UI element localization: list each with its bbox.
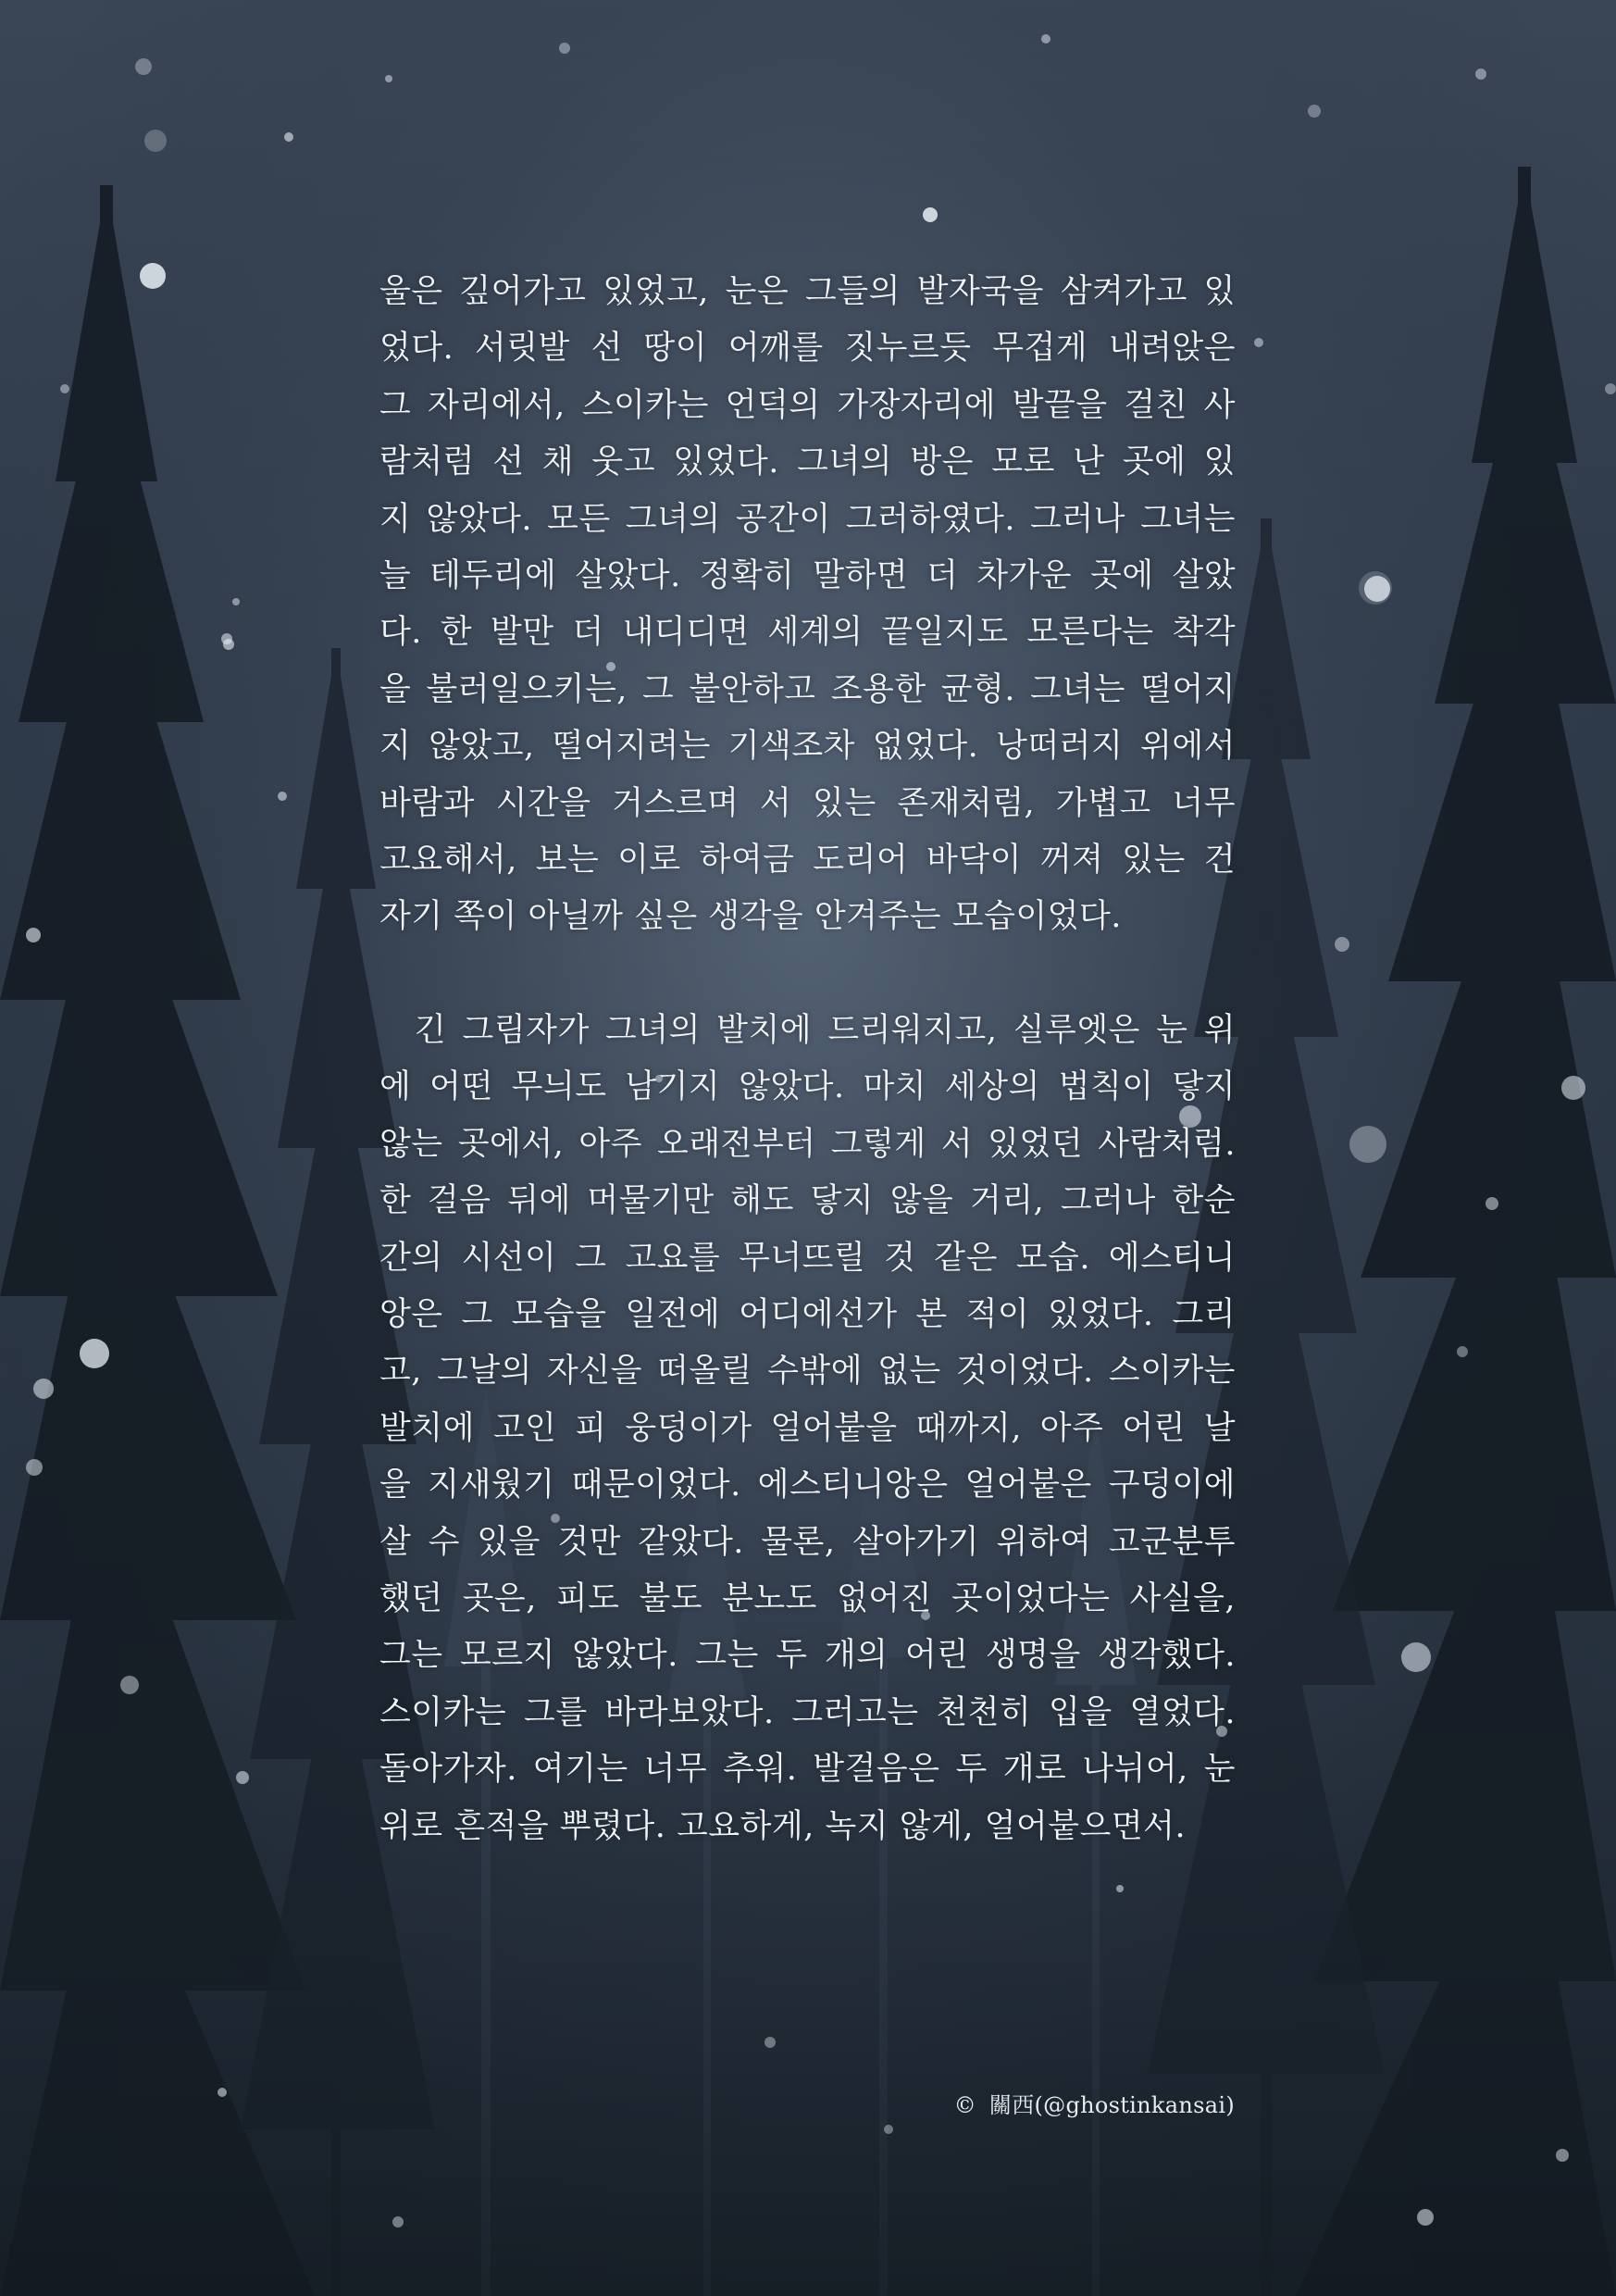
text-line: 울은 깊어가고 있었고, 눈은 그들의 발자국을 삼켜가고 있: [379, 273, 1236, 310]
text-line: 자기 쪽이 아닐까 싶은 생각을 안겨주는 모습이었다.: [379, 898, 1122, 936]
text-line: 위로 흔적을 뿌렸다. 고요하게, 녹지 않게, 얼어붙으면서.: [379, 1807, 1187, 1845]
text-line: 다. 한 발만 더 내디디면 세계의 끝일지도 모른다는 착각: [379, 614, 1236, 652]
text-line: 했던 곳은, 피도 불도 분노도 없어진 곳이었다는 사실을,: [379, 1579, 1236, 1617]
text-line: 고요해서, 보는 이로 하여금 도리어 바닥이 꺼져 있는 건: [379, 841, 1236, 879]
text-line: 을 불러일으키는, 그 불안하고 조용한 균형. 그녀는 떨어지: [379, 670, 1236, 708]
text-line: 스이카는 그를 바라보았다. 그러고는 천천히 입을 열었다.: [379, 1693, 1236, 1731]
text-line: 돌아가자. 여기는 너무 추워. 발걸음은 두 개로 나뉘어, 눈: [379, 1751, 1236, 1789]
text-line: 살 수 있을 것만 같았다. 물론, 살아가기 위하여 고군분투: [379, 1523, 1236, 1561]
text-line: 한 걸음 뒤에 머물기만 해도 닿지 않을 거리, 그러나 한순: [379, 1182, 1236, 1220]
text-line: 간의 시선이 그 고요를 무너뜨릴 것 같은 모습. 에스티니: [379, 1239, 1236, 1277]
text-line: 그는 모르지 않았다. 그는 두 개의 어린 생명을 생각했다.: [379, 1637, 1236, 1675]
copyright-icon: ©: [953, 2092, 976, 2118]
paragraph-2: [379, 1003, 1236, 1855]
text-line: 었다. 서릿발 선 땅이 어깨를 짓누르듯 무겁게 내려앉은: [379, 330, 1236, 368]
text-line: 그 자리에서, 스이카는 언덕의 가장자리에 발끝을 걸친 사: [379, 386, 1236, 424]
author-credit: [954, 2087, 1235, 2119]
text-line: 늘 테두리에 살았다. 정확히 말하면 더 차가운 곳에 살았: [379, 556, 1236, 594]
text-line: 않는 곳에서, 아주 오래전부터 그렇게 서 있었던 사람처럼.: [379, 1125, 1236, 1163]
text-line: 긴 그림자가 그녀의 발치에 드리워지고, 실루엣은 눈 위: [415, 1012, 1236, 1050]
text-line: 지 않았다. 모든 그녀의 공간이 그러하였다. 그러나 그녀는: [379, 500, 1236, 538]
story-text: [379, 264, 1236, 1855]
text-line: 바람과 시간을 거스르며 서 있는 존재처럼, 가볍고 너무: [379, 784, 1236, 822]
text-line: 지 않았고, 떨어지려는 기색조차 없었다. 낭떠러지 위에서: [379, 728, 1236, 766]
text-line: 을 지새웠기 때문이었다. 에스티니앙은 얼어붙은 구덩이에: [379, 1466, 1236, 1504]
text-line: 에 어떤 무늬도 남기지 않았다. 마치 세상의 법칙이 닿지: [379, 1068, 1236, 1106]
paragraph-spacer: [379, 946, 1236, 1003]
paragraph-1: [379, 264, 1236, 946]
author-handle: 關西(@ghostinkansai): [988, 2092, 1235, 2118]
text-line: 람처럼 선 채 웃고 있었다. 그녀의 방은 모로 난 곳에 있: [379, 443, 1236, 481]
text-line: 고, 그날의 자신을 떠올릴 수밖에 없는 것이었다. 스이카는: [379, 1353, 1236, 1391]
text-line: 발치에 고인 피 웅덩이가 얼어붙을 때까지, 아주 어린 날: [379, 1409, 1236, 1447]
text-line: 앙은 그 모습을 일전에 어디에선가 본 적이 있었다. 그리: [379, 1296, 1236, 1334]
